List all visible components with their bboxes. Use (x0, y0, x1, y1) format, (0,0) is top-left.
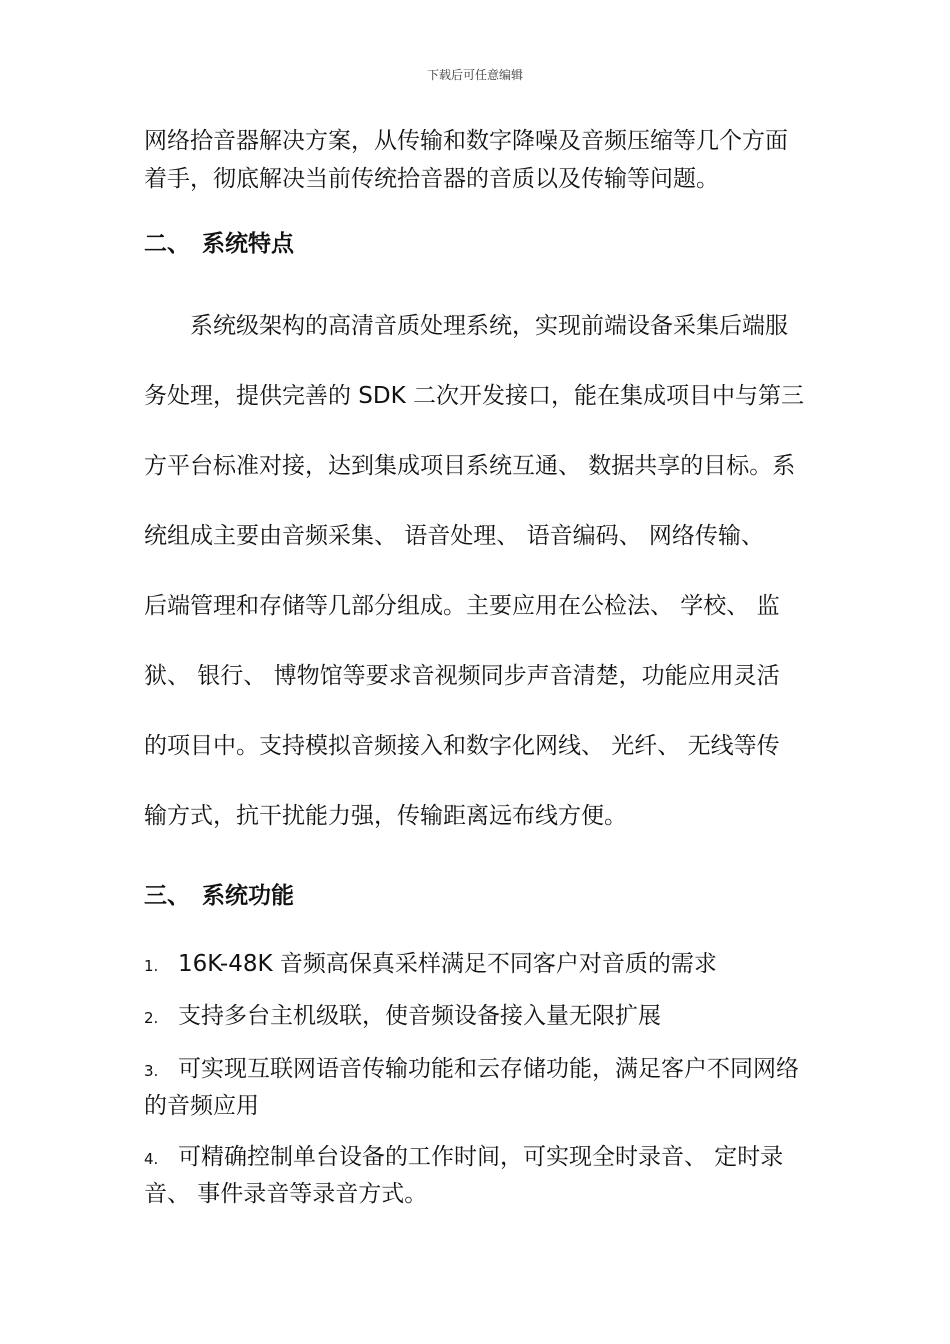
list-text: 支持多台主机级联，使音频设备接入量无限扩展 (178, 1003, 661, 1029)
list-text: 16K-48K 音频高保真采样满足不同客户对音质的需求 (178, 951, 717, 977)
list-text-continued: 的音频应用 (144, 1093, 259, 1119)
list-number: 1. (144, 957, 159, 975)
list-text: 可精确控制单台设备的工作时间，可实现全时录音、 定时录 (178, 1144, 784, 1170)
paragraph-line: 后端管理和存储等几部分组成。主要应用在公检法、 学校、 监 (144, 593, 780, 619)
paragraph-line: 的项目中。支持模拟音频接入和数字化网线、 光纤、 无线等传 (144, 733, 780, 759)
intro-paragraph (144, 122, 808, 198)
list-text: 可实现互联网语音传输功能和云存储功能，满足客户不同网络 (178, 1056, 799, 1082)
paragraph-line: 统组成主要由音频采集、 语音处理、 语音编码、 网络传输、 (144, 523, 764, 549)
section-heading-features (144, 229, 808, 259)
paragraph-line: 系统级架构的高清音质处理系统，实现前端设备采集后端服 (190, 313, 788, 339)
section-heading-functions (144, 881, 808, 911)
paragraph-line: 务处理，提供完善的 SDK 二次开发接口，能在集成项目中与第三 (144, 383, 805, 409)
features-paragraph (144, 291, 808, 851)
function-list-item (144, 1140, 808, 1212)
paragraph-line: 狱、 银行、 博物馆等要求音视频同步声音清楚，功能应用灵活 (144, 663, 780, 689)
list-text-continued: 音、 事件录音等录音方式。 (144, 1181, 428, 1207)
section-number: 二、 (144, 231, 190, 257)
paragraph-line: 输方式，抗干扰能力强，传输距离远布线方便。 (144, 803, 627, 829)
section-number: 三、 (144, 883, 190, 909)
page-header: 下载后可任意编辑 (426, 68, 523, 82)
list-number: 3. (144, 1062, 159, 1080)
list-number: 4. (144, 1150, 159, 1168)
function-list-item (144, 1052, 808, 1124)
intro-line: 网络拾音器解决方案，从传输和数字降噪及音频压缩等几个方面 (144, 128, 788, 154)
function-list-item (144, 999, 808, 1036)
section-title: 系统功能 (202, 883, 294, 909)
paragraph-line: 方平台标准对接，达到集成项目系统互通、 数据共享的目标。系 (144, 453, 796, 479)
function-list-item (144, 947, 808, 984)
list-number: 2. (144, 1009, 159, 1027)
intro-line: 着手，彻底解决当前传统拾音器的音质以及传输等问题。 (144, 166, 719, 192)
section-title: 系统特点 (202, 231, 294, 257)
